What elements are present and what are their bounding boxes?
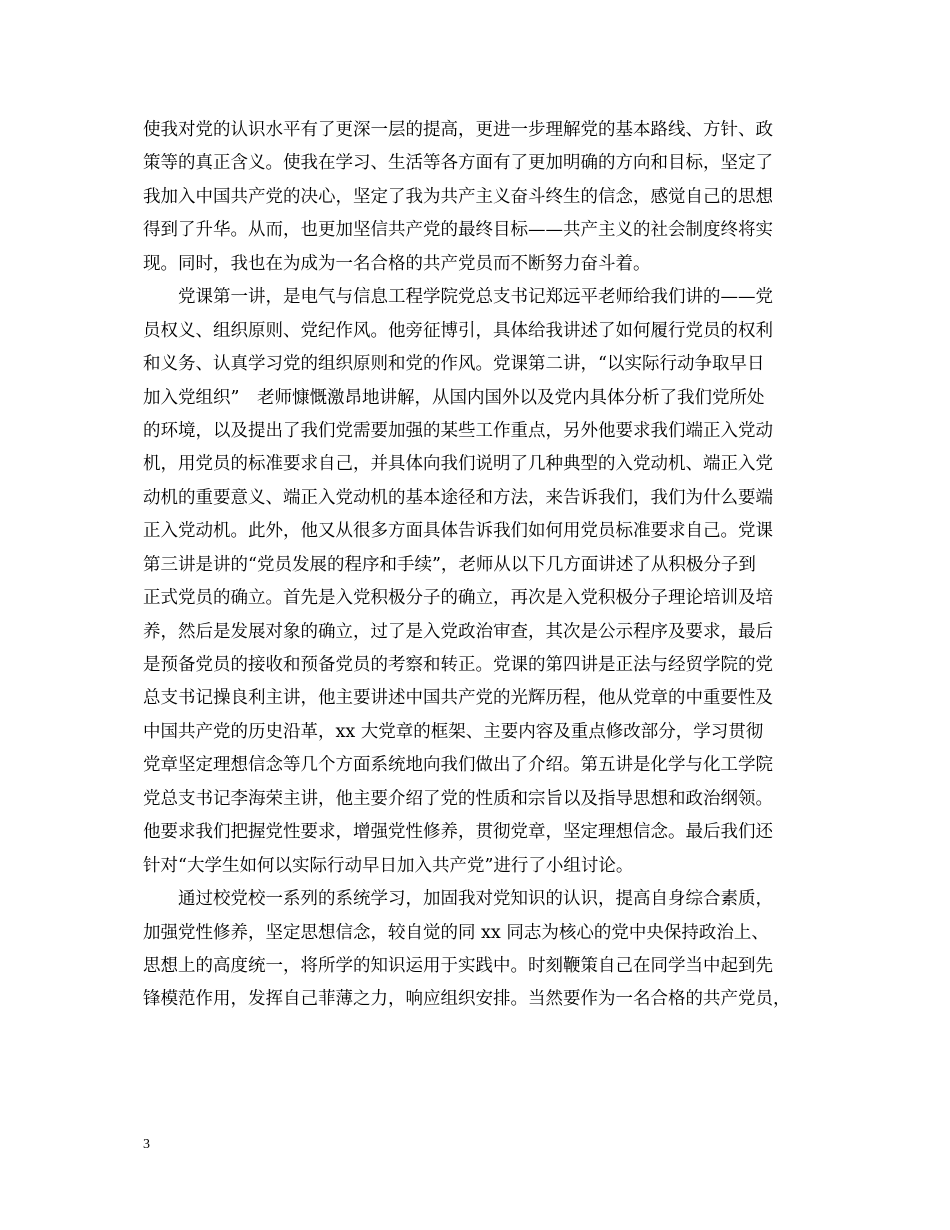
text-line: 得到了升华。从而，也更加坚信共产党的最终目标——共产主义的社会制度终将实 bbox=[143, 220, 773, 241]
text-line: 的环境，以及提出了我们党需要加强的某些工作重点，另外他要求我们端正入党动 bbox=[143, 420, 773, 441]
text-line: 中国共产党的历史沿革，xx 大党章的框架、主要内容及重点修改部分，学习贯彻 bbox=[143, 721, 764, 742]
text-line: 员权义、组织原则、党纪作风。他旁征博引，具体给我讲述了如何履行党员的权利 bbox=[143, 320, 773, 341]
text-line: 动机的重要意义、端正入党动机的基本途径和方法，来告诉我们，我们为什么要端 bbox=[143, 487, 773, 508]
text-line: 机，用党员的标准要求自己，并具体向我们说明了几种典型的入党动机、端正入党 bbox=[143, 454, 773, 475]
text-line: 正入党动机。此外，他又从很多方面具体告诉我们如何用党员标准要求自己。党课 bbox=[143, 521, 773, 542]
page-number: 3 bbox=[143, 1137, 150, 1152]
text-line: 党章坚定理想信念等几个方面系统地向我们做出了介绍。第五讲是化学与化工学院 bbox=[143, 755, 773, 776]
text-line: 和义务、认真学习党的组织原则和党的作风。党课第二讲，“以实际行动争取早日 bbox=[143, 354, 765, 375]
text-line: 针对“大学生如何以实际行动早日加入共产党”进行了小组讨论。 bbox=[143, 855, 634, 876]
text-line: 加入党组织” 老师慷慨激昂地讲解，从国内国外以及党内具体分析了我们党所处 bbox=[143, 387, 765, 408]
text-line: 思想上的高度统一，将所学的知识运用于实践中。时刻鞭策自己在同学当中起到先 bbox=[143, 955, 773, 976]
text-line: 锋模范作用，发挥自己菲薄之力，响应组织安排。当然要作为一名合格的共产党员， bbox=[143, 989, 791, 1010]
text-line: 加强党性修养，坚定思想信念，较自觉的同 xx 同志为核心的党中央保持政治上、 bbox=[143, 922, 769, 943]
text-line: 党课第一讲，是电气与信息工程学院党总支书记郑远平老师给我们讲的——党 bbox=[143, 287, 773, 308]
text-line: 养，然后是发展对象的确立，过了是入党政治审查，其次是公示程序及要求，最后 bbox=[143, 621, 773, 642]
body-text bbox=[143, 114, 823, 1017]
text-line: 第三讲是讲的“党员发展的程序和手续”，老师从以下几方面讲述了从积极分子到 bbox=[143, 554, 756, 575]
text-line: 使我对党的认识水平有了更深一层的提高，更进一步理解党的基本路线、方针、政 bbox=[143, 120, 773, 140]
text-line: 他要求我们把握党性要求，增强党性修养，贯彻党章，坚定理想信念。最后我们还 bbox=[143, 822, 773, 843]
text-line: 正式党员的确立。首先是入党积极分子的确立，再次是入党积极分子理论培训及培 bbox=[143, 588, 773, 609]
text-line: 总支书记操良利主讲，他主要讲述中国共产党的光辉历程，他从党章的中重要性及 bbox=[143, 688, 773, 709]
text-line: 通过校党校一系列的系统学习，加固我对党知识的认识，提高自身综合素质， bbox=[143, 889, 773, 910]
text-line: 现。同时，我也在为成为一名合格的共产党员而不断努力奋斗着。 bbox=[143, 253, 651, 274]
text-line: 党总支书记李海荣主讲，他主要介绍了党的性质和宗旨以及指导思想和政治纲领。 bbox=[143, 788, 773, 809]
text-line: 是预备党员的接收和预备党员的考察和转正。党课的第四讲是正法与经贸学院的党 bbox=[143, 655, 773, 675]
text-line: 我加入中国共产党的决心，坚定了我为共产主义奋斗终生的信念，感觉自己的思想 bbox=[143, 186, 773, 207]
text-line: 策等的真正含义。使我在学习、生活等各方面有了更加明确的方向和目标，坚定了 bbox=[143, 153, 773, 174]
